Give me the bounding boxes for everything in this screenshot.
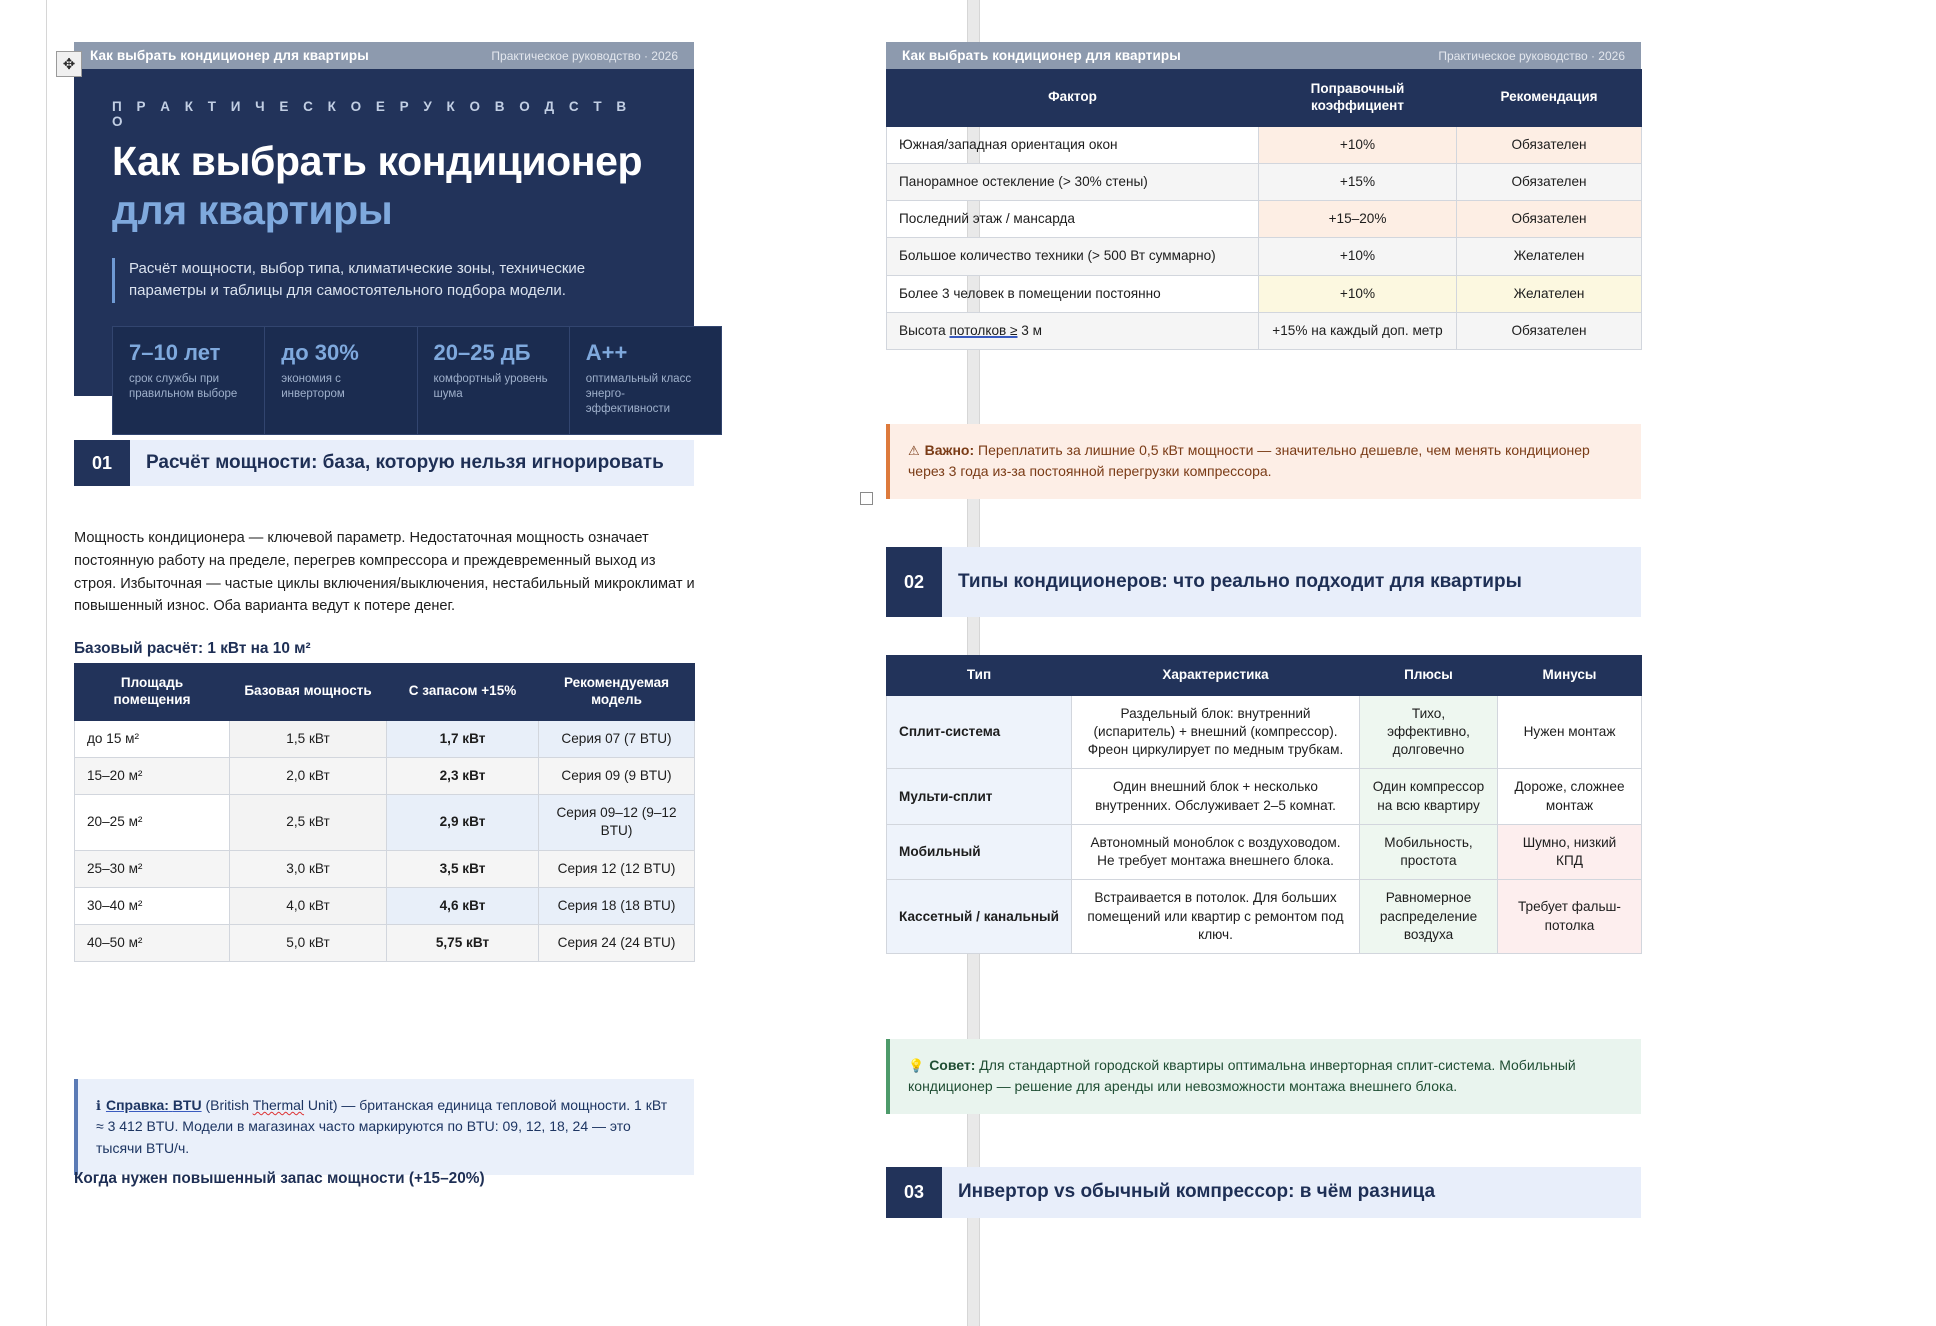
cell-base: 2,5 кВт — [230, 795, 387, 850]
running-header-page2 — [886, 42, 1641, 69]
th-recommendation: Рекомендация — [1457, 70, 1642, 127]
cell-area: 40–50 м² — [75, 924, 230, 961]
running-header-title: Как выбрать кондиционер для квартиры — [902, 48, 1181, 63]
stat-card-noise — [418, 327, 570, 434]
ac-types-table — [886, 655, 1642, 954]
stat-label: комфортный уровень шума — [433, 373, 548, 401]
table-row — [75, 924, 695, 961]
running-header-title: Как выбрать кондиционер для квартиры — [90, 48, 369, 63]
cell-type: Сплит-система — [887, 695, 1072, 769]
th-factor: Фактор — [887, 70, 1259, 127]
subheading-reserve: Когда нужен повышенный запас мощности (+15–20%) — [74, 1170, 485, 1187]
stat-label: экономия с инвертором — [281, 373, 345, 401]
spellcheck-word: Thermal — [252, 1097, 305, 1113]
section-number: 03 — [886, 1167, 942, 1218]
section-heading-02 — [886, 547, 1641, 617]
th-base-power: Базовая мощность — [230, 664, 387, 721]
document-page-1 — [47, 0, 967, 1326]
table-row — [75, 720, 695, 757]
cell-model: Серия 07 (7 BTU) — [539, 720, 695, 757]
stat-label: срок службы при правильном выборе — [129, 373, 238, 401]
table-header-row — [887, 70, 1642, 127]
cell-area: 15–20 м² — [75, 757, 230, 794]
th-reserve: С запасом +15% — [387, 664, 539, 721]
cell-area: 25–30 м² — [75, 850, 230, 887]
table-row — [887, 695, 1642, 769]
cell-pros: Тихо, эффективно, долговечно — [1360, 695, 1498, 769]
stat-value: до 30% — [281, 339, 359, 365]
cell-characteristic: Встраивается в потолок. Для больших помещений или квартир с ремонтом под ключ. — [1072, 880, 1360, 954]
stat-card-efficiency — [570, 327, 721, 434]
stat-card-savings — [265, 327, 417, 434]
hero-title-line1: Как выбрать кондиционер — [112, 138, 643, 184]
info-callout-text: (British Thermal Unit) — британская единица тепловой мощности. 1 кВт ≈ 3 412 BTU. Модели в магазинах часто маркируются по BTU: 09, 12, 18, 24 — это тысячи BTU/ч. — [96, 1097, 668, 1156]
warning-callout-important — [886, 424, 1641, 499]
power-calculation-table — [74, 663, 695, 962]
cell-coefficient: +10% — [1259, 238, 1457, 275]
stat-value: 20–25 дБ — [433, 339, 531, 365]
cell-reserve: 1,7 кВт — [387, 720, 539, 757]
info-callout-btu — [74, 1079, 694, 1175]
cell-base: 2,0 кВт — [230, 757, 387, 794]
cell-model: Серия 09–12 (9–12 BTU) — [539, 795, 695, 850]
cell-pros: Равномерное распределение воздуха — [1360, 880, 1498, 954]
table-row — [75, 795, 695, 850]
cell-reserve: 5,75 кВт — [387, 924, 539, 961]
cell-area: до 15 м² — [75, 720, 230, 757]
th-area: Площадь помещения — [75, 664, 230, 721]
cell-reserve: 2,9 кВт — [387, 795, 539, 850]
table-row — [887, 201, 1642, 238]
table-row — [75, 887, 695, 924]
running-header-meta: Практическое руководство · 2026 — [1438, 48, 1625, 63]
table-row — [887, 275, 1642, 312]
cell-coefficient: +15% — [1259, 163, 1457, 200]
cell-factor: Панорамное остекление (> 30% стены) — [887, 163, 1259, 200]
cell-coefficient: +10% — [1259, 275, 1457, 312]
cell-reserve: 2,3 кВт — [387, 757, 539, 794]
resize-object-handle[interactable] — [860, 492, 873, 505]
cell-recommendation: Обязателен — [1457, 163, 1642, 200]
th-cons: Минусы — [1498, 656, 1642, 696]
cell-model: Серия 24 (24 BTU) — [539, 924, 695, 961]
cell-model: Серия 12 (12 BTU) — [539, 850, 695, 887]
cell-cons: Требует фальш-потолка — [1498, 880, 1642, 954]
table-header-row — [75, 664, 695, 721]
cell-coefficient: +15% на каждый доп. метр — [1259, 312, 1457, 349]
hero-title-line2: для квартиры — [112, 186, 393, 233]
cell-coefficient: +15–20% — [1259, 201, 1457, 238]
table-row — [887, 824, 1642, 879]
cell-recommendation: Желателен — [1457, 238, 1642, 275]
cell-base: 3,0 кВт — [230, 850, 387, 887]
th-coefficient: Поправочный коэффициент — [1259, 70, 1457, 127]
cell-factor: Более 3 человек в помещении постоянно — [887, 275, 1259, 312]
th-characteristic: Характеристика — [1072, 656, 1360, 696]
cell-recommendation: Обязателен — [1457, 126, 1642, 163]
running-header-page1 — [74, 42, 694, 69]
cell-model: Серия 09 (9 BTU) — [539, 757, 695, 794]
cell-model: Серия 18 (18 BTU) — [539, 887, 695, 924]
correction-factors-table — [886, 69, 1642, 350]
intro-paragraph: Мощность кондиционера — ключевой параметр. Недостаточная мощность означает постоянную работу на пределе, перегрев компрессора и преждевременный выход из строя. Избыточная — частые циклы включения/выключения, нестабильный микроклимат и повышенный износ. Оба варианта ведут к потере денег. — [74, 530, 695, 615]
warning-callout-text: Переплатить за лишние 0,5 кВт мощности — значительно дешевле, чем менять кондиционер через 3 года из-за постоянной перегрузки компрессора. — [908, 442, 1590, 480]
table-header-row — [887, 656, 1642, 696]
cell-cons: Шумно, низкий КПД — [1498, 824, 1642, 879]
hero-lede: Расчёт мощности, выбор типа, климатические зоны, технические параметры и таблицы для самостоятельного подбора модели. — [112, 258, 656, 303]
table-row — [887, 126, 1642, 163]
subheading-base-calc: Базовый расчёт: 1 кВт на 10 м² — [74, 640, 311, 657]
cell-factor: Высота потолков ≥ 3 м — [887, 312, 1259, 349]
cell-type: Кассетный / канальный — [887, 880, 1072, 954]
stat-value: A++ — [585, 339, 628, 365]
cell-recommendation: Желателен — [1457, 275, 1642, 312]
th-pros: Плюсы — [1360, 656, 1498, 696]
stat-card-lifetime — [113, 327, 265, 434]
cell-characteristic: Автономный моноблок с воздуховодом. Не требует монтажа внешнего блока. — [1072, 824, 1360, 879]
cell-characteristic: Один внешний блок + несколько внутренних. Обслуживает 2–5 комнат. — [1072, 769, 1360, 824]
lightbulb-icon: 💡 — [908, 1058, 925, 1073]
hero-stats — [112, 326, 722, 435]
cell-factor: Последний этаж / мансарда — [887, 201, 1259, 238]
stat-label: оптимальный класс энерго-эффективности — [585, 373, 692, 416]
tip-callout-advice — [886, 1039, 1641, 1114]
cell-type: Мобильный — [887, 824, 1072, 879]
tip-callout-title: Совет: — [929, 1057, 976, 1073]
hero-title — [112, 139, 656, 234]
table-row — [887, 880, 1642, 954]
hero-eyebrow: П Р А К Т И Ч Е С К О Е Р У К О В О Д С Т В О — [112, 99, 632, 129]
table-row — [887, 769, 1642, 824]
cell-recommendation: Обязателен — [1457, 312, 1642, 349]
section-heading-01 — [74, 440, 694, 486]
th-model: Рекомендуемая модель — [539, 664, 695, 721]
info-icon: ℹ — [96, 1098, 101, 1113]
section-title: Расчёт мощности: база, которую нельзя игнорировать — [146, 451, 664, 473]
running-header-meta: Практическое руководство · 2026 — [491, 48, 678, 63]
cell-base: 4,0 кВт — [230, 887, 387, 924]
section-title: Типы кондиционеров: что реально подходит для квартиры — [958, 570, 1522, 592]
cell-cons: Дороже, сложнее монтаж — [1498, 769, 1642, 824]
cell-factor: Южная/западная ориентация окон — [887, 126, 1259, 163]
th-type: Тип — [887, 656, 1072, 696]
table-row — [887, 312, 1642, 349]
hero-banner — [74, 69, 694, 416]
cell-type: Мульти-сплит — [887, 769, 1072, 824]
cell-area: 30–40 м² — [75, 887, 230, 924]
cell-reserve: 4,6 кВт — [387, 887, 539, 924]
cell-coefficient: +10% — [1259, 126, 1457, 163]
grammar-underline: потолков ≥ — [949, 322, 1018, 338]
cell-area: 20–25 м² — [75, 795, 230, 850]
cell-recommendation: Обязателен — [1457, 201, 1642, 238]
cell-characteristic: Раздельный блок: внутренний (испаритель) + внешний (компрессор). Фреон циркулирует по медным трубкам. — [1072, 695, 1360, 769]
warning-callout-title: Важно: — [924, 442, 975, 458]
section-number: 02 — [886, 547, 942, 617]
cell-factor: Большое количество техники (> 500 Вт суммарно) — [887, 238, 1259, 275]
section-number: 01 — [74, 440, 130, 486]
tip-callout-text: Для стандартной городской квартиры оптимальна инверторная сплит-система. Мобильный кондиционер — решение для аренды или невозможности монтажа внешнего блока. — [908, 1057, 1576, 1095]
table-row — [75, 850, 695, 887]
table-row — [887, 238, 1642, 275]
cell-base: 1,5 кВт — [230, 720, 387, 757]
document-page-2 — [899, 0, 1936, 1326]
section-title: Инвертор vs обычный компрессор: в чём разница — [958, 1181, 1436, 1203]
section-heading-03 — [886, 1167, 1641, 1218]
stat-value: 7–10 лет — [129, 339, 221, 365]
cell-pros: Мобильность, простота — [1360, 824, 1498, 879]
move-object-handle[interactable]: ✥ — [56, 51, 82, 77]
info-callout-title: Справка: — [105, 1097, 169, 1113]
warning-icon: ⚠ — [908, 443, 920, 458]
table-row — [75, 757, 695, 794]
cell-reserve: 3,5 кВт — [387, 850, 539, 887]
cell-cons: Нужен монтаж — [1498, 695, 1642, 769]
cell-base: 5,0 кВт — [230, 924, 387, 961]
table-row — [887, 163, 1642, 200]
cell-pros: Один компрессор на всю квартиру — [1360, 769, 1498, 824]
info-callout-term: BTU — [172, 1097, 202, 1113]
